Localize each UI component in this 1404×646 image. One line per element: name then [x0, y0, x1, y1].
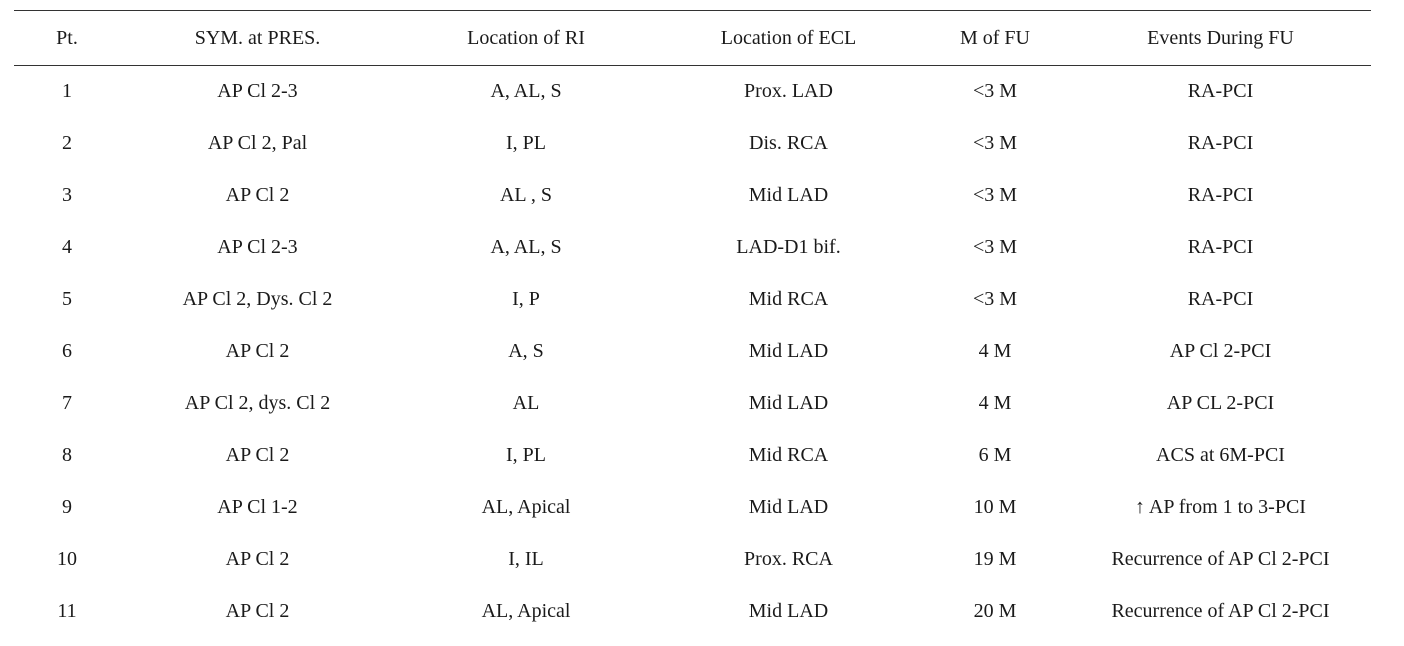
table-row [14, 482, 1371, 534]
months-fu-cell: 19 M [973, 548, 1017, 570]
patient-cell: 9 [62, 496, 72, 518]
events-fu-cell: Recurrence of AP Cl 2-PCI [1111, 548, 1330, 570]
months-fu-cell: <3 M [972, 236, 1018, 258]
patient-cell: 10 [57, 548, 77, 570]
location-ri-cell: A, AL, S [490, 236, 562, 258]
months-fu-cell: 6 M [978, 444, 1012, 466]
location-ecl-cell: Mid LAD [748, 600, 829, 622]
events-fu-cell: RA-PCI [1187, 132, 1254, 154]
events-fu-cell: RA-PCI [1187, 288, 1254, 310]
months-fu-cell: 4 M [978, 392, 1012, 414]
table-row [14, 586, 1371, 638]
results-table-container [14, 10, 1371, 638]
patient-cell: 11 [57, 600, 77, 622]
header-location-ri: Location of RI [467, 26, 585, 49]
location-ecl-cell: Mid LAD [748, 496, 829, 518]
table-row [14, 222, 1371, 274]
table-body [14, 66, 1371, 638]
symptoms-cell: AP Cl 2 [225, 444, 290, 466]
location-ri-cell: I, PL [506, 132, 546, 154]
months-fu-cell: <3 M [972, 132, 1018, 154]
header-location-ecl: Location of ECL [720, 26, 857, 49]
symptoms-cell: AP Cl 2, dys. Cl 2 [184, 392, 331, 414]
location-ecl-cell: Mid RCA [748, 288, 829, 310]
location-ri-cell: I, IL [508, 548, 544, 570]
location-ecl-cell: Mid LAD [748, 340, 829, 362]
symptoms-cell: AP Cl 2-3 [217, 80, 298, 103]
events-fu-cell: ACS at 6M-PCI [1156, 444, 1285, 466]
location-ecl-cell: Mid LAD [748, 392, 829, 414]
location-ecl-cell: Prox. LAD [744, 80, 833, 103]
patient-followup-table [14, 10, 1371, 638]
events-fu-cell: AP CL 2-PCI [1166, 392, 1275, 414]
location-ri-cell: AL , S [499, 184, 553, 206]
location-ri-cell: I, PL [506, 444, 546, 466]
months-fu-cell: <3 M [972, 80, 1018, 103]
months-fu-cell: <3 M [972, 288, 1018, 310]
patient-cell: 1 [62, 80, 72, 103]
months-fu-cell: <3 M [972, 184, 1018, 206]
months-fu-cell: 10 M [973, 496, 1017, 518]
patient-cell: 4 [62, 236, 72, 258]
table-row [14, 326, 1371, 378]
symptoms-cell: AP Cl 1-2 [217, 496, 298, 518]
symptoms-cell: AP Cl 2 [225, 184, 290, 206]
events-fu-cell: RA-PCI [1187, 236, 1254, 258]
table-row [14, 534, 1371, 586]
patient-cell: 8 [62, 444, 72, 466]
symptoms-cell: AP Cl 2, Pal [207, 132, 308, 154]
location-ecl-cell: LAD-D1 bif. [736, 236, 841, 258]
location-ri-cell: AL, Apical [481, 496, 571, 518]
table-row [14, 430, 1371, 482]
header-patient: Pt. [56, 26, 78, 49]
symptoms-cell: AP Cl 2 [225, 600, 290, 622]
location-ri-cell: A, AL, S [490, 80, 562, 103]
patient-cell: 6 [62, 340, 72, 362]
symptoms-cell: AP Cl 2 [225, 340, 290, 362]
location-ecl-cell: Mid LAD [748, 184, 829, 206]
table-row [14, 274, 1371, 326]
location-ecl-cell: Mid RCA [748, 444, 829, 466]
months-fu-cell: 20 M [973, 600, 1017, 622]
symptoms-cell: AP Cl 2, Dys. Cl 2 [182, 288, 333, 310]
table-row [14, 118, 1371, 170]
events-fu-cell: AP Cl 2-PCI [1169, 340, 1272, 362]
table-row [14, 66, 1371, 118]
events-fu-cell: Recurrence of AP Cl 2-PCI [1111, 600, 1330, 622]
patient-cell: 2 [62, 132, 72, 154]
months-fu-cell: 4 M [978, 340, 1012, 362]
location-ecl-cell: Prox. RCA [744, 548, 833, 570]
location-ecl-cell: Dis. RCA [749, 132, 828, 154]
events-fu-cell: RA-PCI [1187, 80, 1254, 103]
location-ri-cell: AL, Apical [481, 600, 571, 622]
location-ri-cell: I, P [512, 288, 540, 310]
symptoms-cell: AP Cl 2 [225, 548, 290, 570]
header-events-fu: Events During FU [1147, 26, 1294, 49]
header-months-fu: M of FU [959, 26, 1030, 49]
location-ri-cell: A, S [508, 340, 544, 362]
table-row [14, 170, 1371, 222]
events-fu-cell: ↑ AP from 1 to 3-PCI [1135, 496, 1306, 518]
patient-cell: 7 [62, 392, 72, 414]
symptoms-cell: AP Cl 2-3 [217, 236, 298, 258]
table-header-row [14, 11, 1371, 66]
events-fu-cell: RA-PCI [1187, 184, 1254, 206]
patient-cell: 3 [62, 184, 72, 206]
location-ri-cell: AL [512, 392, 540, 414]
table-row [14, 378, 1371, 430]
header-symptoms: SYM. at PRES. [194, 26, 321, 49]
patient-cell: 5 [62, 288, 72, 310]
